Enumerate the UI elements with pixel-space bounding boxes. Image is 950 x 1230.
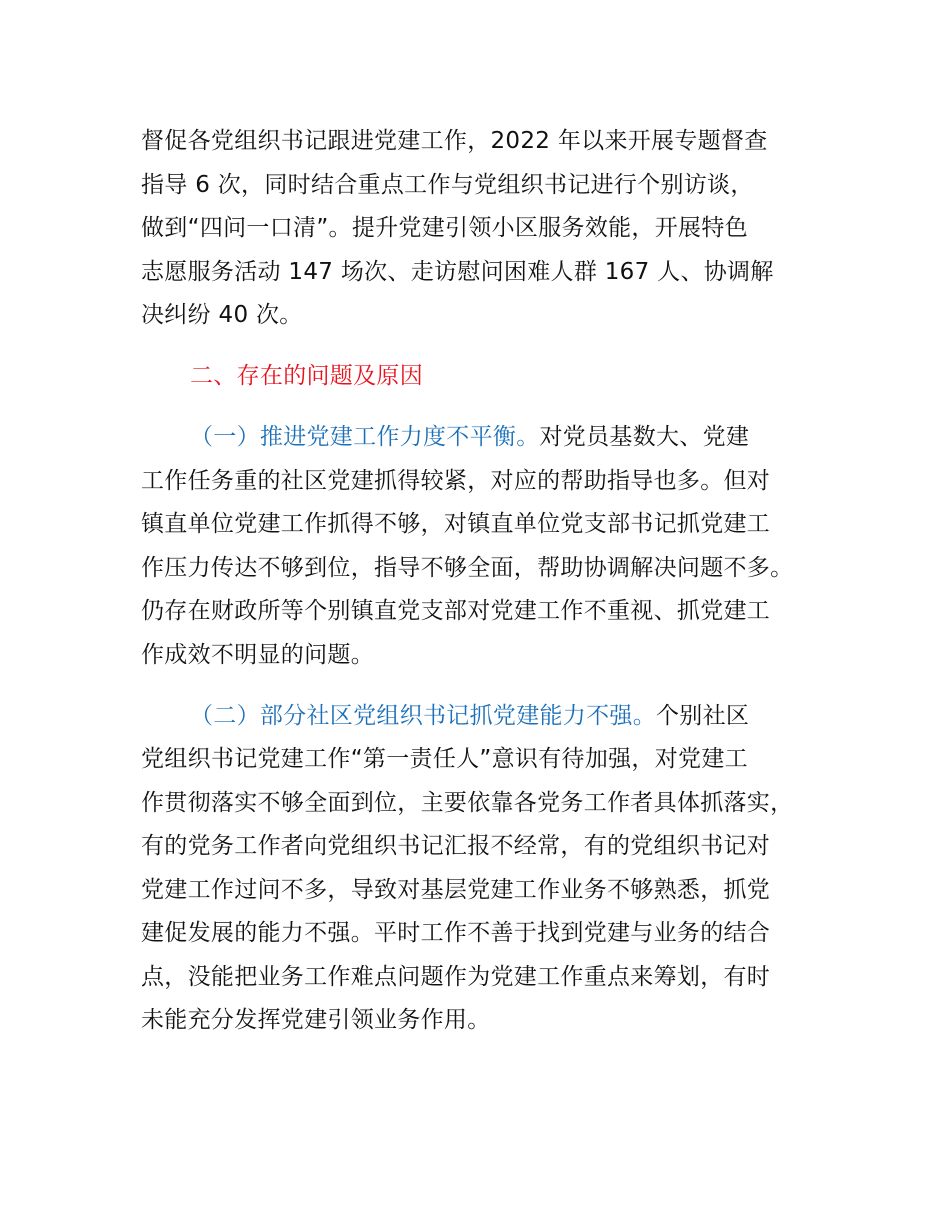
sub1-line-3: 镇直单位党建工作抓得不够，对镇直单位党支部书记抓党建工 (141, 511, 771, 537)
sub2-line-3: 作贯彻落实不够全面到位，主要依靠各党务工作者具体抓落实， (141, 790, 794, 816)
sub2-line-6: 建促发展的能力不强。平时工作不善于找到党建与业务的结合 (141, 920, 771, 946)
para1-line-1: 督促各党组织书记跟进党建工作，2022 年以来开展专题督查 (141, 128, 768, 154)
sub1-line-4: 作压力传达不够到位，指导不够全面，帮助协调解决问题不多。 (141, 555, 794, 581)
sub1-line-5: 仍存在财政所等个别镇直党支部对党建工作不重视、抓党建工 (141, 598, 771, 624)
para1-line-2: 指导 6 次，同时结合重点工作与党组织书记进行个别访谈， (141, 172, 754, 198)
sub1-title: （一）推进党建工作力度不平衡。 (190, 424, 540, 450)
sub1-line-2: 工作任务重的社区党建抓得较紧，对应的帮助指导也多。但对 (141, 468, 771, 494)
sub1-line-6: 作成效不明显的问题。 (141, 642, 374, 668)
sub1-first-rest: 对党员基数大、党建 (539, 424, 750, 450)
sub2-line-8: 未能充分发挥党建引领业务作用。 (141, 1007, 491, 1033)
section-heading: 二、存在的问题及原因 (190, 363, 423, 389)
para1-line-4: 志愿服务活动 147 场次、走访慰问困难人群 167 人、协调解 (141, 259, 774, 285)
para1-line-3: 做到“四问一口清”。提升党建引领小区服务效能，开展特色 (141, 215, 748, 241)
sub1-first-line (190, 422, 749, 452)
sub2-first-line (190, 701, 749, 731)
sub2-line-2: 党组织书记党建工作“第一责任人”意识有待加强，对党建工 (141, 746, 748, 772)
sub2-line-4: 有的党务工作者向党组织书记汇报不经常，有的党组织书记对 (141, 833, 771, 859)
para1-line-5: 决纠纷 40 次。 (141, 302, 303, 328)
sub2-line-7: 点，没能把业务工作难点问题作为党建工作重点来筹划，有时 (141, 964, 771, 990)
sub2-title: （二）部分社区党组织书记抓党建能力不强。 (190, 703, 656, 729)
sub2-first-rest: 个别社区 (656, 703, 750, 729)
sub2-line-5: 党建工作过问不多，导致对基层党建工作业务不够熟悉，抓党 (141, 877, 771, 903)
